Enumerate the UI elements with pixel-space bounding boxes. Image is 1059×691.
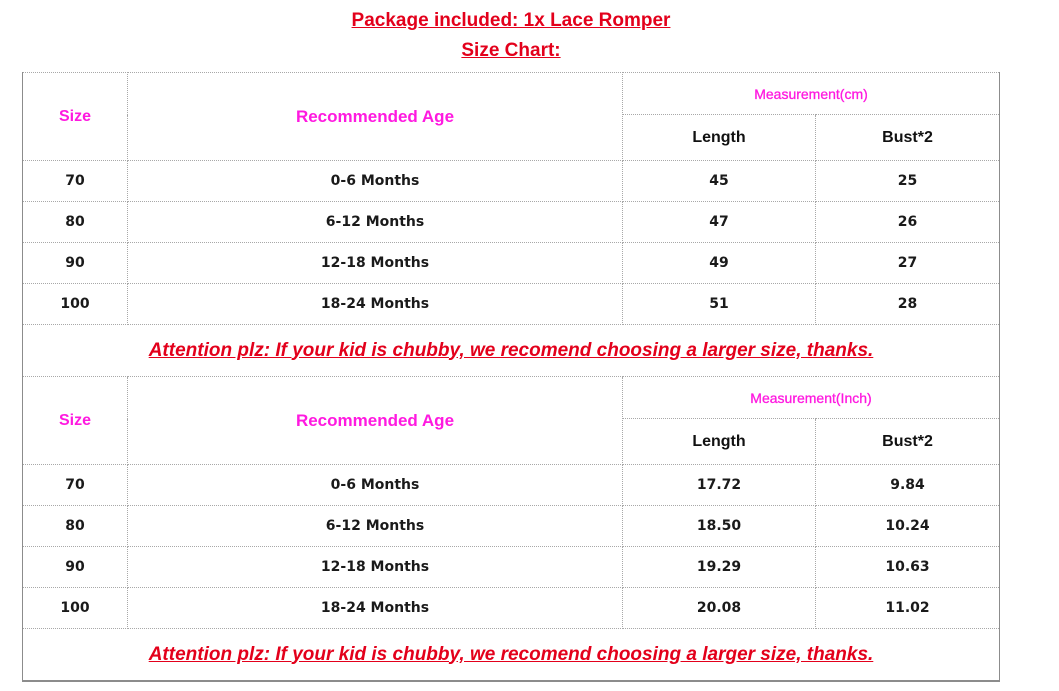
age-cell: 18-24 Months <box>128 284 623 325</box>
size-cell: 90 <box>23 547 128 588</box>
length-cell: 20.08 <box>623 588 816 629</box>
header-size-cm: Size <box>23 73 128 161</box>
age-cell: 12-18 Months <box>128 547 623 588</box>
table-row <box>23 588 1000 629</box>
length-cell: 49 <box>623 243 816 284</box>
age-cell: 18-24 Months <box>128 588 623 629</box>
table-row <box>23 465 1000 506</box>
size-cell: 80 <box>23 506 128 547</box>
header-age-cm: Recommended Age <box>128 73 623 161</box>
table-row <box>23 506 1000 547</box>
header-size-inch: Size <box>23 377 128 465</box>
size-cell: 90 <box>23 243 128 284</box>
header-length-cm: Length <box>623 115 816 161</box>
age-cell: 6-12 Months <box>128 202 623 243</box>
table-row <box>23 202 1000 243</box>
length-cell: 45 <box>623 161 816 202</box>
bust-cell: 28 <box>816 284 1000 325</box>
age-cell: 0-6 Months <box>128 161 623 202</box>
bust-cell: 11.02 <box>816 588 1000 629</box>
length-cell: 18.50 <box>623 506 816 547</box>
size-cell: 100 <box>23 284 128 325</box>
length-cell: 19.29 <box>623 547 816 588</box>
attention-note-cm: Attention plz: If your kid is chubby, we recomend choosing a larger size, thanks. <box>23 325 1000 377</box>
age-cell: 12-18 Months <box>128 243 623 284</box>
bust-cell: 26 <box>816 202 1000 243</box>
size-chart-title: Size Chart: <box>461 40 561 61</box>
table-row <box>23 243 1000 284</box>
table-row <box>23 284 1000 325</box>
length-cell: 51 <box>623 284 816 325</box>
header-age-inch: Recommended Age <box>128 377 623 465</box>
header-bust-inch: Bust*2 <box>816 419 1000 465</box>
size-cell: 80 <box>23 202 128 243</box>
bust-cell: 10.63 <box>816 547 1000 588</box>
table-row <box>23 161 1000 202</box>
size-cell: 70 <box>23 161 128 202</box>
attention-note-inch: Attention plz: If your kid is chubby, we recomend choosing a larger size, thanks. <box>23 629 1000 682</box>
header-measurement-cm: Measurement(cm) <box>623 73 1000 115</box>
table-row <box>23 547 1000 588</box>
age-cell: 6-12 Months <box>128 506 623 547</box>
bust-cell: 9.84 <box>816 465 1000 506</box>
header-bust-cm: Bust*2 <box>816 115 1000 161</box>
size-cell: 70 <box>23 465 128 506</box>
bust-cell: 27 <box>816 243 1000 284</box>
age-cell: 0-6 Months <box>128 465 623 506</box>
bust-cell: 10.24 <box>816 506 1000 547</box>
size-cell: 100 <box>23 588 128 629</box>
header-length-inch: Length <box>623 419 816 465</box>
header-measurement-inch: Measurement(Inch) <box>623 377 1000 419</box>
package-title: Package included: 1x Lace Romper <box>351 10 671 31</box>
size-chart-table <box>22 72 1000 682</box>
length-cell: 47 <box>623 202 816 243</box>
bust-cell: 25 <box>816 161 1000 202</box>
length-cell: 17.72 <box>623 465 816 506</box>
